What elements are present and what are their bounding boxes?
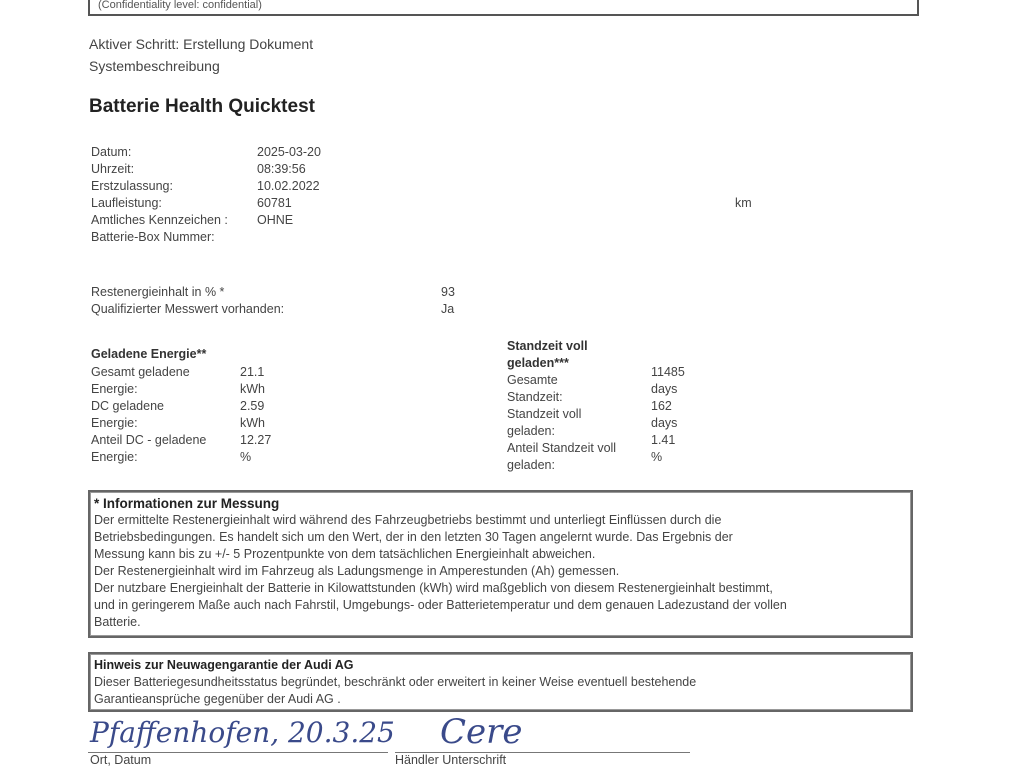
standzeit-value: % bbox=[651, 450, 663, 464]
info-unit: km bbox=[735, 196, 752, 210]
standzeit-value: 11485 bbox=[651, 365, 685, 379]
standzeit-label: Standzeit voll bbox=[507, 407, 582, 421]
measurement-info-line: Betriebsbedingungen. Es handelt sich um den Wert, der in den letzten 30 Tagen angelernt wurde. Das Ergebnis der bbox=[94, 530, 733, 544]
energy-heading: Geladene Energie** bbox=[91, 347, 207, 361]
info-value: 60781 bbox=[257, 196, 292, 210]
info-label: Erstzulassung: bbox=[91, 179, 173, 193]
info-value: OHNE bbox=[257, 213, 294, 227]
energy-value: 12.27 bbox=[240, 433, 272, 447]
info-value: 2025-03-20 bbox=[257, 145, 321, 159]
confidentiality-box bbox=[88, 0, 919, 16]
measurement-info-heading: * Informationen zur Messung bbox=[94, 496, 280, 511]
energy-label: Energie: bbox=[91, 416, 138, 430]
energy-value: % bbox=[240, 450, 252, 464]
standzeit-label: Standzeit: bbox=[507, 390, 563, 404]
standzeit-label: Gesamte bbox=[507, 373, 558, 387]
warranty-notice-line: Dieser Batteriegesundheitsstatus begründet, beschränkt oder erweitert in keiner Weise eventuell bestehende bbox=[94, 675, 697, 689]
step-sub: Systembeschreibung bbox=[89, 58, 220, 74]
confidentiality-label: (Confidentiality level: confidential) bbox=[98, 0, 262, 11]
measurement-info-line: Der ermittelte Restenergieinhalt wird während des Fahrzeugbetriebs bestimmt und unterliegt Einflüssen durch die bbox=[94, 513, 722, 527]
measurement-info-box bbox=[88, 490, 913, 638]
place-date-label: Ort, Datum bbox=[90, 753, 152, 767]
standzeit-values bbox=[651, 364, 685, 466]
standzeit-label: geladen: bbox=[507, 424, 555, 438]
measurement-info-line: und in geringerem Maße auch nach Fahrstil, Umgebungs- oder Batterietemperatur und dem genauen Ladezustand der vollen bbox=[94, 598, 787, 612]
info-label: Batterie-Box Nummer: bbox=[91, 230, 215, 244]
energy-label: Energie: bbox=[91, 382, 138, 396]
standzeit-labels bbox=[507, 372, 616, 474]
result-value: Ja bbox=[441, 302, 455, 316]
measurement-info-line: Batterie. bbox=[94, 615, 141, 629]
standzeit-value: 1.41 bbox=[651, 433, 676, 447]
energy-values bbox=[240, 364, 271, 466]
info-label: Datum: bbox=[91, 145, 132, 159]
measurement-info-line: Der nutzbare Energieinhalt der Batterie in Kilowattstunden (kWh) wird maßgeblich von diesem Restenergieinhalt bestimmt, bbox=[94, 581, 773, 595]
info-label: Uhrzeit: bbox=[91, 162, 135, 176]
standzeit-value: days bbox=[651, 416, 678, 430]
info-value: 08:39:56 bbox=[257, 162, 306, 176]
standzeit-heading-line: geladen*** bbox=[507, 356, 569, 370]
measurement-info-line: Der Restenergieinhalt wird im Fahrzeug als Ladungsmenge in Amperestunden (Ah) gemessen. bbox=[94, 564, 620, 578]
warranty-notice-box bbox=[88, 652, 913, 712]
measurement-info-line: Messung kann bis zu +/- 5 Prozentpunkte von dem tatsächlichen Energieinhalt abweichen. bbox=[94, 547, 596, 561]
standzeit-value: 162 bbox=[651, 399, 672, 413]
handwritten-signature: Cere bbox=[440, 712, 523, 752]
handwritten-place-date: Pfaffenhofen, 20.3.25 bbox=[90, 716, 395, 749]
active-step: Aktiver Schritt: Erstellung Dokument bbox=[89, 36, 314, 52]
standzeit-heading-line: Standzeit voll bbox=[507, 339, 588, 353]
result-label: Qualifizierter Messwert vorhanden: bbox=[91, 302, 285, 316]
result-value: 93 bbox=[441, 285, 455, 299]
energy-label: Gesamt geladene bbox=[91, 365, 190, 379]
info-label: Laufleistung: bbox=[91, 196, 162, 210]
standzeit-value: days bbox=[651, 382, 678, 396]
energy-label: DC geladene bbox=[91, 399, 164, 413]
standzeit-label: Anteil Standzeit voll bbox=[507, 441, 617, 455]
info-label: Amtliches Kennzeichen : bbox=[91, 213, 228, 227]
warranty-notice-heading: Hinweis zur Neuwagengarantie der Audi AG bbox=[94, 658, 354, 672]
result-label: Restenergieinhalt in % * bbox=[91, 285, 225, 299]
energy-value: 21.1 bbox=[240, 365, 265, 379]
energy-label: Anteil DC - geladene bbox=[91, 433, 207, 447]
warranty-notice-line: Garantieansprüche gegenüber der Audi AG . bbox=[94, 692, 341, 706]
energy-label: Energie: bbox=[91, 450, 138, 464]
standzeit-label: geladen: bbox=[507, 458, 555, 472]
dealer-signature-label: Händler Unterschrift bbox=[395, 753, 507, 767]
energy-value: kWh bbox=[240, 416, 265, 430]
energy-value: kWh bbox=[240, 382, 265, 396]
energy-labels bbox=[91, 364, 206, 466]
page-title: Batterie Health Quicktest bbox=[89, 96, 315, 117]
energy-value: 2.59 bbox=[240, 399, 265, 413]
info-value: 10.02.2022 bbox=[257, 179, 320, 193]
standzeit-heading bbox=[507, 338, 588, 372]
